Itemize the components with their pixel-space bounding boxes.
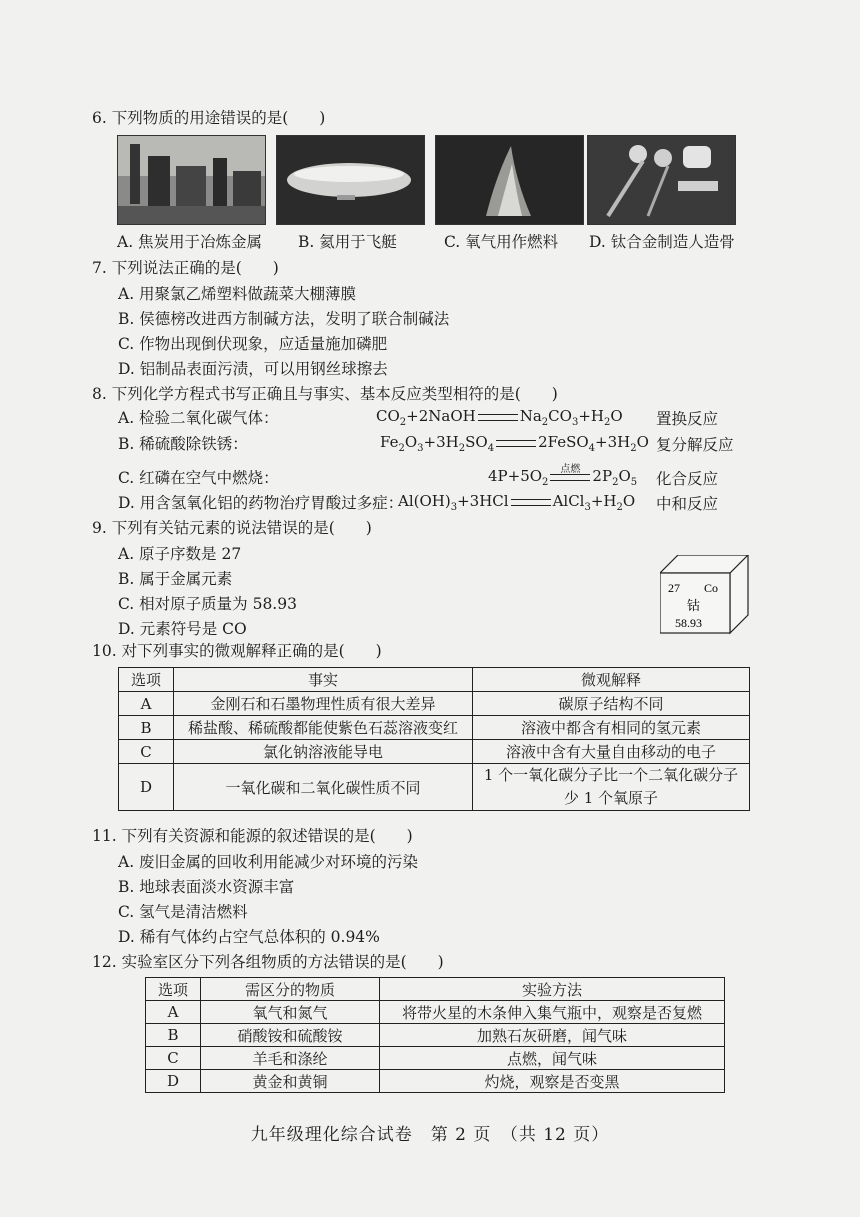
table-cell: 氧气和氮气 [201,1001,380,1024]
table-cell: 加熟石灰研磨，闻气味 [380,1024,725,1047]
titanium-bone-image [587,135,736,225]
table-cell: 稀盐酸、稀硫酸都能使紫色石蕊溶液变红 [174,716,473,740]
q11-option-d: D. 稀有气体约占空气总体积的 0.94% [118,928,380,946]
element-mass: 58.93 [675,616,702,630]
q8-type-a: 置换反应 [656,410,719,428]
q11-option-c: C. 氢气是清洁燃料 [118,903,248,921]
q7-option-a: A. 用聚氯乙烯塑料做蔬菜大棚薄膜 [118,285,357,303]
table-header-row [119,668,750,692]
table-cell: C [146,1047,201,1070]
table-row [146,1024,725,1047]
page-footer: 九年级理化综合试卷 第 2 页 （共 12 页） [250,1125,610,1145]
table-cell: 硝酸铵和硫酸铵 [201,1024,380,1047]
cobalt-element-cell [660,555,750,639]
q6-option-b: B. 氦用于飞艇 [298,233,397,251]
table-cell: C [119,740,174,764]
coke-furnace-image [117,135,266,225]
q9-option-a: A. 原子序数是 27 [118,545,242,563]
table-cell: 点燃，闻气味 [380,1047,725,1070]
table-cell: B [146,1024,201,1047]
table-header-row [146,978,725,1001]
table-cell: 溶液中都含有相同的氢元素 [473,716,750,740]
q8-equation-a: $CO_2+2NaOH$ $Na_2CO_3+H_2O$ [376,407,623,428]
q10-table [118,667,750,811]
q8-stem: 8. 下列化学方程式书写正确且与事实、基本反应类型相符的是( ) [92,385,558,403]
q11-option-b: B. 地球表面淡水资源丰富 [118,878,295,896]
table-cell: 氯化钠溶液能导电 [174,740,473,764]
q8-type-c: 化合反应 [656,470,719,488]
explanation-line-1: 1 个一氧化碳分子比一个二氧化碳分子 [483,766,739,784]
q8-type-d: 中和反应 [656,495,719,513]
table-cell [473,764,750,811]
element-symbol: Co [704,581,719,595]
header-option: 选项 [119,668,174,692]
q8-equation-c: $4P+5O_2$ 点燃 $2P_2O_5$ [488,467,637,488]
header-explanation: 微观解释 [473,668,750,692]
table-cell: A [119,692,174,716]
q9-option-b: B. 属于金属元素 [118,570,233,588]
q7-stem: 7. 下列说法正确的是( ) [92,259,279,277]
table-row [119,764,750,811]
table-cell: 灼烧，观察是否变黑 [380,1070,725,1093]
table-cell: 将带火星的木条伸入集气瓶中，观察是否复燃 [380,1001,725,1024]
q6-stem: 6. 下列物质的用途错误的是( ) [92,109,326,127]
q9-option-d: D. 元素符号是 CO [118,620,247,638]
q8-option-d-label: D. 用含氢氧化铝的药物治疗胃酸过多症： [118,494,404,512]
element-cell-box [660,555,750,635]
header-option: 选项 [146,978,201,1001]
q8-option-c-label: C. 红磷在空气中燃烧： [118,469,279,487]
q8-option-a-label: A. 检验二氧化碳气体： [118,409,279,427]
q6-option-c: C. 氧气用作燃料 [444,233,559,251]
table-cell: A [146,1001,201,1024]
element-number: 27 [668,581,680,595]
q12-stem: 12. 实验室区分下列各组物质的方法错误的是( ) [92,953,444,971]
q8-type-b: 复分解反应 [656,436,734,454]
table-row [119,692,750,716]
table-row [146,1070,725,1093]
table-cell: 黄金和黄铜 [201,1070,380,1093]
explanation-line-2: 少 1 个氧原子 [563,789,659,807]
table-cell: 碳原子结构不同 [473,692,750,716]
table-row [119,716,750,740]
element-name: 钴 [687,599,701,614]
oxygen-flame-image [435,135,584,225]
header-method: 实验方法 [380,978,725,1001]
q6-option-d: D. 钛合金制造人造骨 [589,233,735,251]
header-substances: 需区分的物质 [201,978,380,1001]
q10-stem: 10. 对下列事实的微观解释正确的是( ) [92,642,382,660]
airship-image [276,135,425,225]
q8-option-b-label: B. 稀硫酸除铁锈： [118,435,248,453]
q6-option-a: A. 焦炭用于冶炼金属 [117,233,263,251]
q8-equation-b: $Fe_2O_3+3H_2SO_4$ $2FeSO_4+3H_2O$ [380,433,649,454]
q8-condition: 点燃 [560,463,581,475]
header-fact: 事实 [174,668,473,692]
table-row [119,740,750,764]
q7-option-b: B. 侯德榜改进西方制碱方法，发明了联合制碱法 [118,310,450,328]
table-cell: D [119,764,174,811]
table-cell: 溶液中含有大量自由移动的电子 [473,740,750,764]
table-cell: 羊毛和涤纶 [201,1047,380,1070]
table-cell: 一氧化碳和二氧化碳性质不同 [174,764,473,811]
q8-equation-d: $Al(OH)_3+3HCl$ $AlCl_3+H_2O$ [398,492,636,513]
q11-option-a: A. 废旧金属的回收利用能减少对环境的污染 [118,853,419,871]
q9-option-c: C. 相对原子质量为 58.93 [118,595,297,613]
table-cell: D [146,1070,201,1093]
q9-stem: 9. 下列有关钴元素的说法错误的是( ) [92,519,372,537]
q7-option-c: C. 作物出现倒伏现象，应适量施加磷肥 [118,335,388,353]
q7-option-d: D. 铝制品表面污渍，可以用钢丝球擦去 [118,360,388,378]
table-row [146,1047,725,1070]
table-row [146,1001,725,1024]
q12-table [145,977,725,1093]
table-cell: B [119,716,174,740]
q11-stem: 11. 下列有关资源和能源的叙述错误的是( ) [92,827,413,845]
table-cell: 金刚石和石墨物理性质有很大差异 [174,692,473,716]
